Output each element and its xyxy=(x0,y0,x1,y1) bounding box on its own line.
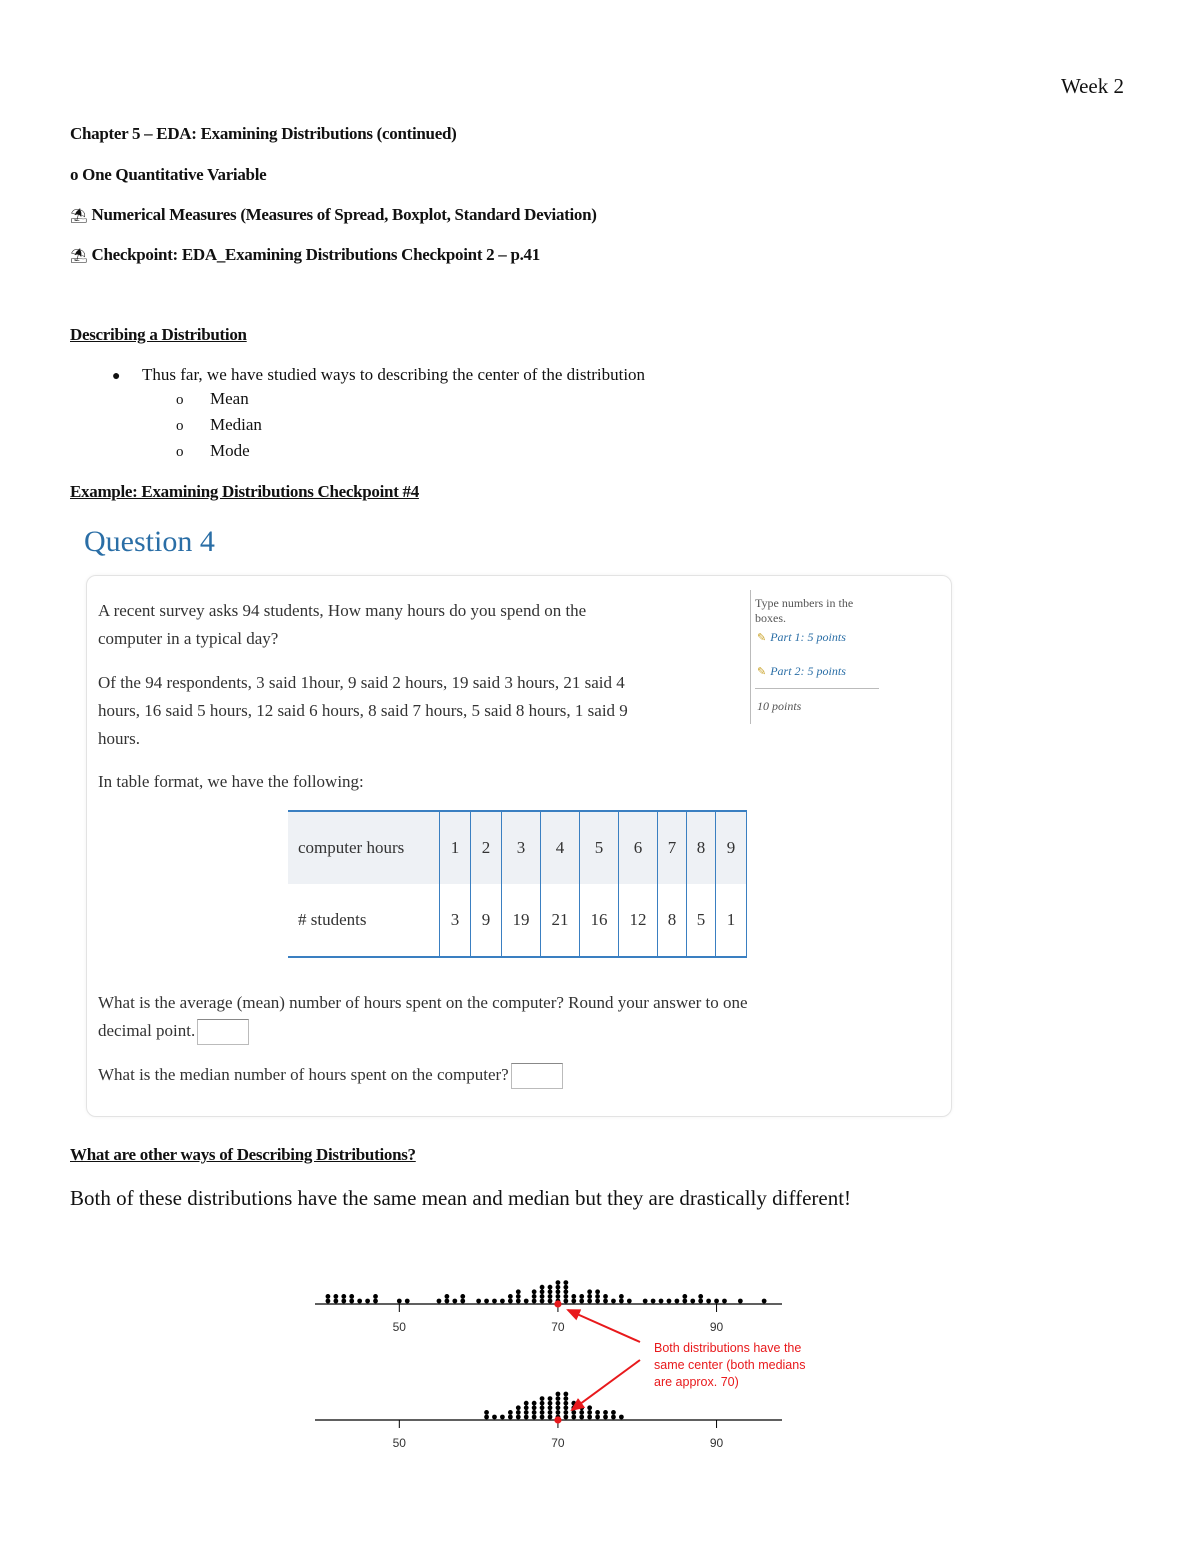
bottom-dotplot-dot xyxy=(563,1401,568,1406)
top-dotplot-dot xyxy=(341,1294,346,1299)
bottom-dotplot-dot xyxy=(540,1415,545,1420)
top-dotplot-dot xyxy=(516,1299,521,1304)
question-text-line: hours. xyxy=(98,729,141,748)
bottom-dotplot-dot xyxy=(548,1415,553,1420)
bottom-dotplot-dot xyxy=(492,1415,497,1420)
one-quantitative-heading: o One Quantitative Variable xyxy=(70,165,267,184)
top-dotplot-dot xyxy=(508,1294,513,1299)
bottom-dotplot-dot xyxy=(484,1410,489,1415)
bottom-dotplot-dot xyxy=(619,1415,624,1420)
table-cell: 9 xyxy=(716,811,747,884)
annotation-arrow-bottom xyxy=(572,1360,640,1410)
bottom-dotplot-dot xyxy=(516,1410,521,1415)
annotation-text: same center (both medians xyxy=(654,1358,806,1372)
top-dotplot-dot xyxy=(349,1299,354,1304)
table-cell: 5 xyxy=(580,811,619,884)
top-dotplot-dot xyxy=(548,1285,553,1290)
bottom-dotplot-dot xyxy=(595,1415,600,1420)
top-dotplot-dot xyxy=(373,1294,378,1299)
table-cell: 1 xyxy=(716,884,747,957)
top-dotplot-dot xyxy=(738,1299,743,1304)
top-dotplot-dot xyxy=(365,1299,370,1304)
numerical-measures-heading xyxy=(70,205,597,225)
table-row-label: # students xyxy=(288,884,440,957)
points-sidebar xyxy=(750,590,881,724)
bottom-dotplot-dot xyxy=(571,1415,576,1420)
bottom-dotplot-dot xyxy=(579,1405,584,1410)
top-dotplot-dot xyxy=(706,1299,711,1304)
other-ways-text: Both of these distributions have the same mean and median but they are drastically different! xyxy=(70,1186,852,1210)
bottom-dotplot-dot xyxy=(548,1396,553,1401)
table-cell: 7 xyxy=(658,811,687,884)
top-dotplot-dot xyxy=(341,1299,346,1304)
top-dotplot-dot xyxy=(762,1299,767,1304)
top-dotplot-dot xyxy=(460,1294,465,1299)
top-dotplot-dot xyxy=(405,1299,410,1304)
top-dotplot-dot xyxy=(611,1299,616,1304)
bullet-dot: ● xyxy=(112,369,121,384)
sidebar-part2: ✎ Part 2: 5 points xyxy=(757,664,846,678)
question-text-line: A recent survey asks 94 students, How many hours do you spend on the xyxy=(98,601,587,620)
table-cell: 16 xyxy=(580,884,619,957)
bottom-dotplot-dot xyxy=(532,1405,537,1410)
sub-item-median: o Median xyxy=(176,415,262,434)
example-title: Example: Examining Distributions Checkpoint #4 xyxy=(70,482,419,501)
top-dotplot-dot xyxy=(444,1299,449,1304)
top-dotplot-dot xyxy=(714,1299,719,1304)
top-dotplot-dot xyxy=(563,1285,568,1290)
top-dotplot-dot xyxy=(444,1294,449,1299)
top-dotplot-dot xyxy=(603,1299,608,1304)
question-text-line: computer in a typical day? xyxy=(98,629,279,648)
table-cell: 9 xyxy=(471,884,502,957)
top-dotplot-dot xyxy=(674,1299,679,1304)
bottom-dotplot-dot xyxy=(524,1410,529,1415)
top-dotplot-dot xyxy=(476,1299,481,1304)
bottom-dotplot-dot xyxy=(484,1415,489,1420)
top-dotplot-dot xyxy=(548,1294,553,1299)
bottom-dotplot-dot xyxy=(556,1392,561,1397)
pencil-icon: ✎ xyxy=(757,665,767,678)
top-dotplot-dot xyxy=(667,1299,672,1304)
bottom-dotplot-dot xyxy=(563,1410,568,1415)
top-dotplot-dot xyxy=(508,1299,513,1304)
table-cell: 8 xyxy=(658,884,687,957)
bottom-dotplot-dot xyxy=(524,1415,529,1420)
pencil-icon: ✎ xyxy=(757,631,767,644)
top-dotplot-tick-label: 50 xyxy=(392,1320,406,1334)
question-text-line: In table format, we have the following: xyxy=(98,772,364,791)
table-row-label: computer hours xyxy=(288,811,440,884)
top-dotplot-dot xyxy=(556,1285,561,1290)
top-dotplot-dot xyxy=(373,1299,378,1304)
top-dotplot-dot xyxy=(619,1299,624,1304)
top-dotplot-dot xyxy=(326,1299,331,1304)
chapter-heading: Chapter 5 – EDA: Examining Distributions (continued) xyxy=(70,124,457,143)
bottom-dotplot-dot xyxy=(540,1405,545,1410)
table-cell: 21 xyxy=(541,884,580,957)
top-dotplot-dot xyxy=(333,1294,338,1299)
table-row xyxy=(288,884,747,957)
bullet-text: Thus far, we have studied ways to describing the center of the distribution xyxy=(142,365,646,384)
top-dotplot-dot xyxy=(532,1294,537,1299)
top-dotplot-dot xyxy=(452,1299,457,1304)
top-dotplot-dot xyxy=(579,1294,584,1299)
top-dotplot-dot xyxy=(682,1294,687,1299)
bullet-icon: ⛱ xyxy=(70,208,88,224)
bottom-dotplot-dot xyxy=(532,1410,537,1415)
bottom-dotplot-dot xyxy=(524,1405,529,1410)
top-dotplot-dot xyxy=(516,1294,521,1299)
annotation-arrow-top xyxy=(568,1310,640,1342)
checkpoint-text: Checkpoint: EDA_Examining Distributions Checkpoint 2 – p.41 xyxy=(91,245,540,264)
bottom-dotplot-dot xyxy=(587,1405,592,1410)
top-dotplot-dot xyxy=(492,1299,497,1304)
checkpoint-heading xyxy=(70,245,540,265)
bottom-dotplot-median-marker xyxy=(554,1416,561,1423)
top-dotplot-dot xyxy=(548,1299,553,1304)
bottom-dotplot-dot xyxy=(508,1415,513,1420)
top-dotplot-dot xyxy=(516,1289,521,1294)
bottom-dotplot-dot xyxy=(508,1410,513,1415)
top-dotplot-dot xyxy=(333,1299,338,1304)
bottom-dotplot-dot xyxy=(611,1410,616,1415)
question-median-line: What is the median number of hours spent on the computer? xyxy=(98,1061,563,1089)
bottom-dotplot-dot xyxy=(563,1405,568,1410)
bottom-dotplot-tick-label: 50 xyxy=(392,1436,406,1450)
top-dotplot-dot xyxy=(484,1299,489,1304)
top-dotplot-dot xyxy=(619,1294,624,1299)
bottom-dotplot-dot xyxy=(548,1405,553,1410)
bottom-dotplot-tick-label: 90 xyxy=(709,1436,724,1450)
top-dotplot-dot xyxy=(540,1289,545,1294)
top-dotplot-dot xyxy=(556,1289,561,1294)
top-dotplot-dot xyxy=(587,1289,592,1294)
sidebar-divider xyxy=(755,688,879,689)
bottom-dotplot-dot xyxy=(556,1405,561,1410)
dotplot-figure xyxy=(310,1262,840,1452)
bottom-dotplot-dot xyxy=(571,1401,576,1406)
top-dotplot-dot xyxy=(603,1294,608,1299)
bottom-dotplot-dot xyxy=(571,1410,576,1415)
data-table xyxy=(288,810,747,958)
top-dotplot-dot xyxy=(437,1299,442,1304)
top-dotplot-median-marker xyxy=(554,1300,561,1307)
bottom-dotplot-dot xyxy=(611,1415,616,1420)
question-mean-line1: What is the average (mean) number of hours spent on the computer? Round your answer to one xyxy=(98,993,748,1012)
bottom-dotplot-dot xyxy=(563,1392,568,1397)
bottom-dotplot-dot xyxy=(540,1410,545,1415)
table-cell: 8 xyxy=(687,811,716,884)
top-dotplot-dot xyxy=(627,1299,632,1304)
bottom-dotplot-dot xyxy=(524,1401,529,1406)
bottom-dotplot-dot xyxy=(563,1396,568,1401)
mean-answer-input[interactable] xyxy=(197,1019,249,1045)
top-dotplot-dot xyxy=(659,1299,664,1304)
top-dotplot-dot xyxy=(571,1299,576,1304)
top-dotplot-dot xyxy=(540,1299,545,1304)
bottom-dotplot-tick-label: 70 xyxy=(551,1436,565,1450)
sub-item-mode: o Mode xyxy=(176,441,250,460)
top-dotplot-dot xyxy=(460,1299,465,1304)
table-cell: 4 xyxy=(541,811,580,884)
top-dotplot-dot xyxy=(532,1299,537,1304)
page-week-label: Week 2 xyxy=(1060,74,1124,98)
table-cell: 3 xyxy=(502,811,541,884)
top-dotplot-dot xyxy=(722,1299,727,1304)
top-dotplot-dot xyxy=(682,1299,687,1304)
top-dotplot-tick-label: 90 xyxy=(709,1320,724,1334)
top-dotplot-dot xyxy=(690,1299,695,1304)
top-dotplot-dot xyxy=(579,1299,584,1304)
median-answer-input[interactable] xyxy=(511,1063,563,1089)
top-dotplot-dot xyxy=(556,1294,561,1299)
table-cell: 19 xyxy=(502,884,541,957)
top-dotplot-dot xyxy=(563,1294,568,1299)
table-cell: 6 xyxy=(619,811,658,884)
question-title: Question 4 xyxy=(84,525,215,558)
annotation-text: are approx. 70) xyxy=(654,1375,739,1389)
top-dotplot-dot xyxy=(540,1294,545,1299)
top-dotplot-dot xyxy=(397,1299,402,1304)
top-dotplot-dot xyxy=(571,1294,576,1299)
top-dotplot-dot xyxy=(595,1299,600,1304)
sidebar-instructions: Type numbers in the boxes. xyxy=(755,596,854,625)
top-dotplot-dot xyxy=(548,1289,553,1294)
top-dotplot-dot xyxy=(524,1299,529,1304)
bottom-dotplot-dot xyxy=(548,1410,553,1415)
top-dotplot-dot xyxy=(563,1299,568,1304)
table-row xyxy=(288,811,747,884)
bottom-dotplot-dot xyxy=(579,1415,584,1420)
bottom-dotplot-dot xyxy=(603,1415,608,1420)
bottom-dotplot-dot xyxy=(540,1396,545,1401)
top-dotplot-dot xyxy=(532,1289,537,1294)
bottom-dotplot-dot xyxy=(563,1415,568,1420)
sidebar-part1: ✎ Part 1: 5 points xyxy=(757,630,846,644)
question-text-line: hours, 16 said 5 hours, 12 said 6 hours, 8 said 7 hours, 5 said 8 hours, 1 said 9 xyxy=(98,701,628,720)
bottom-dotplot-dot xyxy=(556,1396,561,1401)
table-cell: 5 xyxy=(687,884,716,957)
top-dotplot-dot xyxy=(326,1294,331,1299)
numerical-measures-text: Numerical Measures (Measures of Spread, Boxplot, Standard Deviation) xyxy=(91,205,597,224)
describing-title: Describing a Distribution xyxy=(70,325,247,344)
question-text-line: Of the 94 respondents, 3 said 1hour, 9 said 2 hours, 19 said 3 hours, 21 said 4 xyxy=(98,673,625,692)
bottom-dotplot-dot xyxy=(587,1415,592,1420)
top-dotplot-dot xyxy=(563,1289,568,1294)
bottom-dotplot-dot xyxy=(603,1410,608,1415)
bottom-dotplot-dot xyxy=(516,1405,521,1410)
bottom-dotplot-dot xyxy=(500,1415,505,1420)
bottom-dotplot-dot xyxy=(516,1415,521,1420)
top-dotplot-dot xyxy=(349,1294,354,1299)
bottom-dotplot-dot xyxy=(556,1401,561,1406)
top-dotplot-dot xyxy=(595,1289,600,1294)
top-dotplot-dot xyxy=(500,1299,505,1304)
top-dotplot-dot xyxy=(556,1280,561,1285)
bottom-dotplot-dot xyxy=(548,1401,553,1406)
bottom-dotplot-dot xyxy=(532,1415,537,1420)
table-cell: 2 xyxy=(471,811,502,884)
bullet-icon: ⛱ xyxy=(70,248,88,264)
table-cell: 3 xyxy=(440,884,471,957)
other-ways-title: What are other ways of Describing Distributions? xyxy=(70,1145,416,1164)
bottom-dotplot-dot xyxy=(579,1410,584,1415)
top-dotplot-dot xyxy=(357,1299,362,1304)
table-cell: 1 xyxy=(440,811,471,884)
sidebar-total: 10 points xyxy=(757,699,802,713)
bottom-dotplot-dot xyxy=(532,1401,537,1406)
table-cell: 12 xyxy=(619,884,658,957)
top-dotplot-dot xyxy=(643,1299,648,1304)
top-dotplot-tick-label: 70 xyxy=(551,1320,565,1334)
top-dotplot-dot xyxy=(540,1285,545,1290)
bottom-dotplot-dot xyxy=(587,1410,592,1415)
sub-item-mean: o Mean xyxy=(176,389,249,408)
top-dotplot-dot xyxy=(651,1299,656,1304)
top-dotplot-dot xyxy=(698,1294,703,1299)
top-dotplot-dot xyxy=(587,1294,592,1299)
top-dotplot-dot xyxy=(595,1294,600,1299)
annotation-text: Both distributions have the xyxy=(654,1341,802,1355)
top-dotplot-dot xyxy=(563,1280,568,1285)
bottom-dotplot-dot xyxy=(595,1410,600,1415)
bottom-dotplot-dot xyxy=(540,1401,545,1406)
top-dotplot-dot xyxy=(587,1299,592,1304)
top-dotplot-dot xyxy=(698,1299,703,1304)
bottom-dotplot-dot xyxy=(556,1410,561,1415)
question-mean-line2: decimal point. xyxy=(98,1017,249,1045)
